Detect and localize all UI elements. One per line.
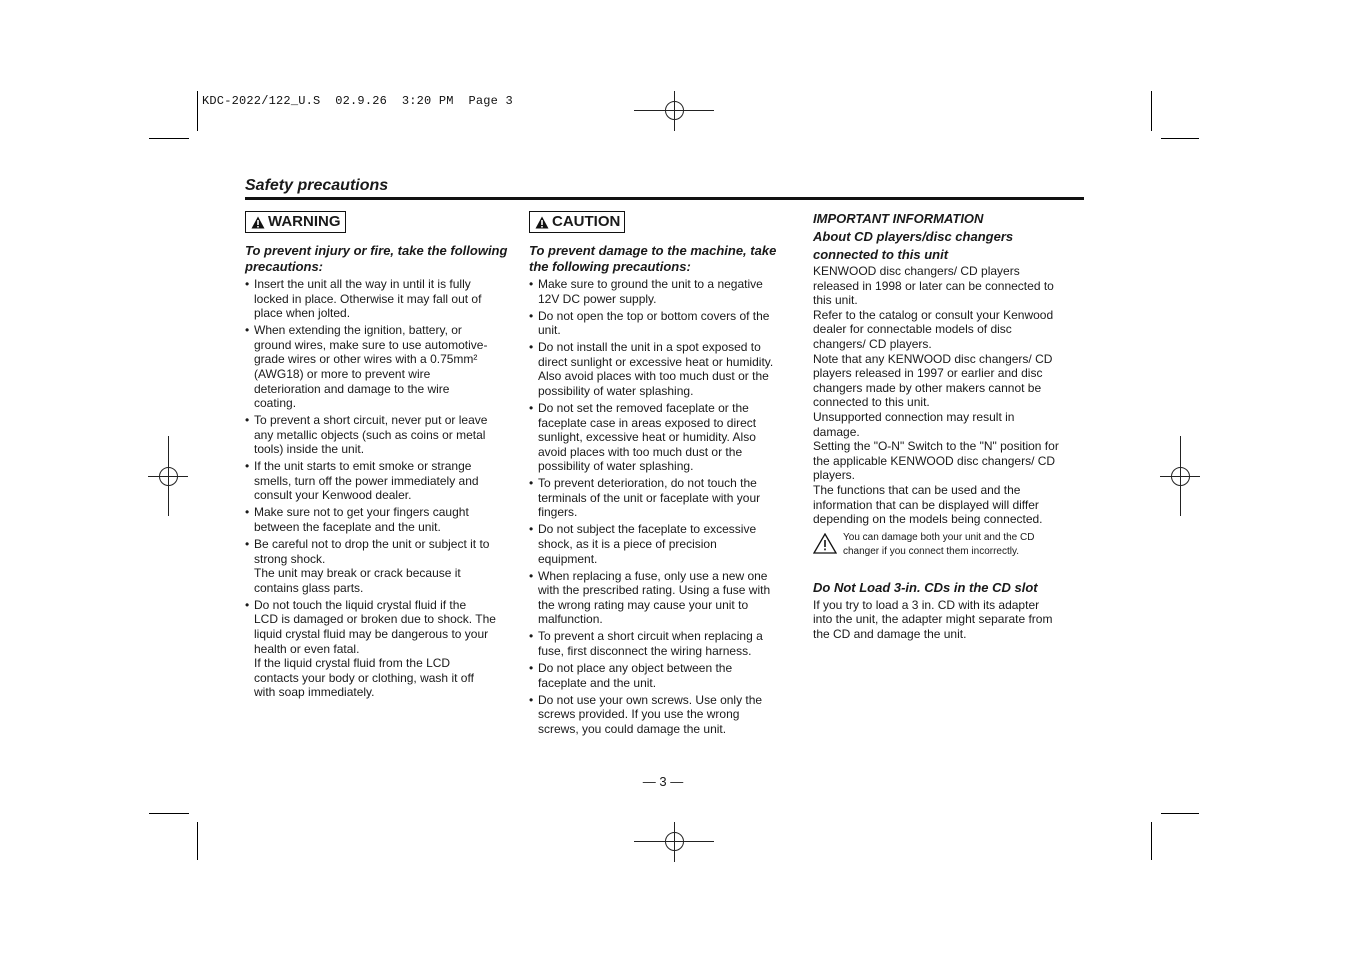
warning-triangle-icon <box>813 533 837 554</box>
page-title: Safety precautions <box>245 177 389 194</box>
damage-note-text: You can damage both your unit and the CD changer if you connect them incorrectly. <box>843 531 1035 557</box>
crop-mark <box>1161 138 1199 139</box>
text-line: The functions that can be used and the <box>813 482 1021 497</box>
damage-note <box>813 531 1085 559</box>
text-line: changers/ CD players. <box>813 336 932 351</box>
warning-list <box>245 277 517 700</box>
page-number: — 3 — <box>642 774 684 789</box>
list-item: • Make sure to ground the unit to a negative 12V DC power supply. <box>529 277 797 306</box>
text-line: into the unit, the adapter might separate from <box>813 612 1053 627</box>
text-line: players. <box>813 468 856 483</box>
cd-slot-heading: Do Not Load 3-in. CDs in the CD slot <box>813 579 1038 595</box>
crop-mark <box>1151 822 1152 860</box>
crop-mark <box>197 91 198 131</box>
crop-mark <box>1161 813 1199 814</box>
registration-mark-icon <box>634 822 714 862</box>
list-item: • When extending the ignition, battery, or ground wires, make sure to use automotive- grade wires or other wires with a 0.75mm² (AWG18) or more to prevent wire deterioration and damage to the wire coating. <box>245 323 517 411</box>
crop-mark <box>149 813 189 814</box>
text-line: the CD and damage the unit. <box>813 626 967 641</box>
caution-triangle-icon <box>535 216 549 229</box>
text-line: Refer to the catalog or consult your Kenwood <box>813 307 1054 322</box>
warning-badge <box>245 211 346 233</box>
list-item: • When replacing a fuse, only use a new one with the prescribed rating. Using a fuse with the wrong rating may cause your unit to malfunction. <box>529 569 797 627</box>
list-item: • Do not open the top or bottom covers of the unit. <box>529 309 797 338</box>
list-item: • To prevent deterioration, do not touch the terminals of the unit or faceplate with your fingers. <box>529 476 797 520</box>
text-line: Unsupported connection may result in <box>813 409 1015 424</box>
warning-subheading: To prevent injury or fire, take the following precautions: <box>245 243 508 274</box>
registration-mark-icon <box>1160 436 1200 516</box>
title-rule <box>245 197 1084 200</box>
text-line: information that can be displayed will differ <box>813 497 1039 512</box>
crop-mark <box>149 138 189 139</box>
list-item: • Make sure not to get your fingers caught between the faceplate and the unit. <box>245 505 517 534</box>
registration-mark-icon <box>634 91 714 131</box>
important-column <box>813 209 1085 641</box>
warning-column <box>245 209 517 702</box>
crop-mark <box>1151 91 1152 131</box>
list-item: • To prevent a short circuit, never put or leave any metallic objects (such as coins or metal tools) inside the unit. <box>245 413 517 457</box>
list-item: • Insert the unit all the way in until it is fully locked in place. Otherwise it may fall out of place when jolted. <box>245 277 517 321</box>
text-line: If you try to load a 3 in. CD with its adapter <box>813 597 1040 612</box>
caution-list <box>529 277 797 736</box>
text-line: Setting the "O-N" Switch to the "N" position for <box>813 439 1059 454</box>
list-item: • Be careful not to drop the unit or subject it to strong shock. The unit may break or crack because it contains glass parts. <box>245 537 517 595</box>
text-line: Note that any KENWOOD disc changers/ CD <box>813 351 1053 366</box>
text-line: released in 1998 or later can be connected to <box>813 278 1054 293</box>
text-line: KENWOOD disc changers/ CD players <box>813 264 1020 278</box>
text-line: this unit. <box>813 293 858 308</box>
text-line: dealer for connectable models of disc <box>813 322 1012 337</box>
warning-badge-label: WARNING <box>268 213 341 230</box>
crop-mark <box>197 822 198 860</box>
caution-column <box>529 209 797 739</box>
registration-mark-icon <box>148 436 188 516</box>
text-line: damage. <box>813 424 860 439</box>
list-item: • To prevent a short circuit when replacing a fuse, first disconnect the wiring harness. <box>529 629 797 658</box>
text-line: changers made by other makers cannot be <box>813 380 1042 395</box>
list-item: • Do not install the unit in a spot exposed to direct sunlight or excessive heat or humidity. Also avoid places with too much dust or the possibility of water splashing. <box>529 340 797 398</box>
list-item: • Do not set the removed faceplate or the faceplate case in areas exposed to direct sunlight, excessive heat or humidity. Also avoid places with too much dust or the possibility of water splashing. <box>529 401 797 474</box>
important-subheading: About CD players/disc changers connected to this unit <box>813 229 1014 262</box>
text-line: depending on the models being connected. <box>813 512 1043 527</box>
list-item: • Do not subject the faceplate to excessive shock, as it is a piece of precision equipment. <box>529 522 797 566</box>
caution-badge-label: CAUTION <box>552 213 621 230</box>
list-item: • Do not place any object between the faceplate and the unit. <box>529 661 797 690</box>
text-line: the applicable KENWOOD disc changers/ CD <box>813 453 1056 468</box>
important-heading: IMPORTANT INFORMATION <box>813 211 984 226</box>
warning-triangle-icon <box>251 216 265 229</box>
list-item: • Do not touch the liquid crystal fluid if the LCD is damaged or broken due to shock. The liquid crystal fluid may be dangerous to your health or even fatal. If the liquid crystal fluid from the LCD contacts your body or clothing, wash it off with soap immediately. <box>245 598 517 700</box>
important-text <box>813 264 1085 527</box>
caution-subheading: To prevent damage to the machine, take the following precautions: <box>529 243 777 274</box>
caution-badge <box>529 211 625 233</box>
text-line: players released in 1997 or earlier and disc <box>813 366 1043 381</box>
text-line: connected to this unit. <box>813 395 930 410</box>
list-item: • Do not use your own screws. Use only the screws provided. If you use the wrong screws, you could damage the unit. <box>529 693 797 737</box>
list-item: • If the unit starts to emit smoke or strange smells, turn off the power immediately and consult your Kenwood dealer. <box>245 459 517 503</box>
print-slug: KDC-2022/122_U.S 02.9.26 3:20 PM Page 3 <box>202 94 513 108</box>
cd-slot-text <box>813 598 1085 642</box>
